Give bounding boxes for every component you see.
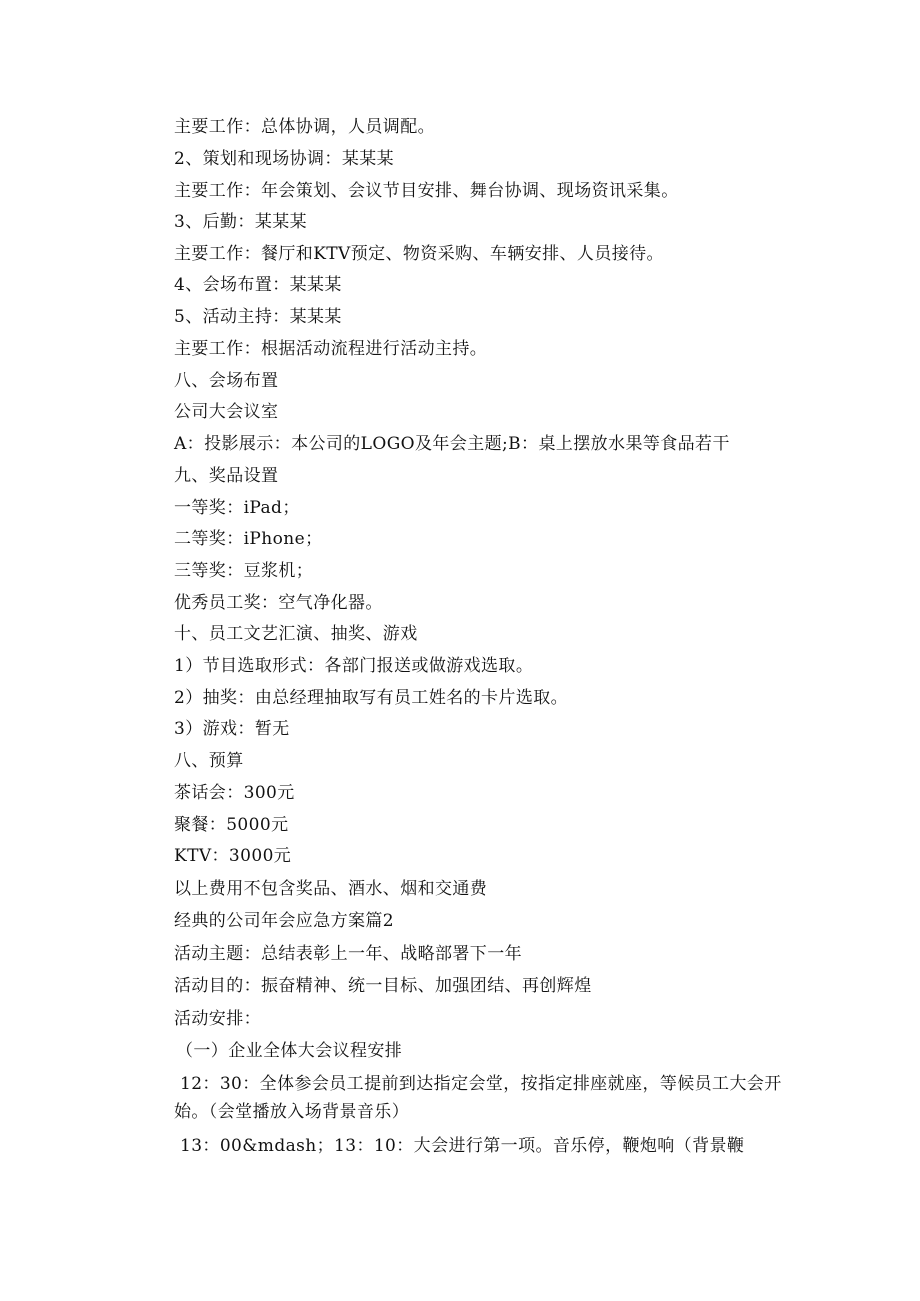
prize-item: 优秀员工奖：空气净化器。 — [174, 593, 383, 613]
text-line: 4、会场布置：某某某 — [174, 275, 342, 295]
text-line: 2、策划和现场协调：某某某 — [174, 149, 395, 169]
text-line: A：投影展示：本公司的LOGO及年会主题;B：桌上摆放水果等食品若干 — [174, 434, 730, 454]
text-line: 主要工作：年会策划、会议节目安排、舞台协调、现场资讯采集。 — [174, 181, 679, 201]
section-heading: 十、员工文艺汇演、抽奖、游戏 — [174, 624, 418, 644]
text-line: 公司大会议室 — [174, 402, 279, 422]
document-subtitle: 经典的公司年会应急方案篇2 — [174, 911, 395, 931]
text-line: 活动目的：振奋精神、统一目标、加强团结、再创辉煌 — [174, 976, 592, 996]
text-line: 2）抽奖：由总经理抽取写有员工姓名的卡片选取。 — [174, 688, 569, 708]
text-line: 5、活动主持：某某某 — [174, 307, 342, 327]
text-line: 活动安排： — [174, 1009, 261, 1029]
prize-item: 二等奖：iPhone； — [174, 529, 323, 549]
text-line: 1）节目选取形式：各部门报送或做游戏选取。 — [174, 656, 534, 676]
agenda-paragraph: 13：00&mdash；13：10：大会进行第一项。音乐停，鞭炮响（背景鞭 — [180, 1136, 745, 1156]
budget-item: 茶话会：300元 — [174, 783, 295, 803]
budget-item: 聚餐：5000元 — [174, 815, 289, 835]
text-line: 主要工作：餐厅和KTV预定、物资采购、车辆安排、人员接待。 — [174, 244, 664, 264]
section-heading: 九、奖品设置 — [174, 466, 279, 486]
text-line: 3、后勤：某某某 — [174, 212, 308, 232]
section-heading: 八、预算 — [174, 751, 244, 771]
budget-item: KTV：3000元 — [174, 846, 292, 866]
text-line: 以上费用不包含奖品、酒水、烟和交通费 — [174, 879, 488, 899]
section-heading: （一）企业全体大会议程安排 — [176, 1041, 403, 1061]
agenda-paragraph: 12：30：全体参会员工提前到达指定会堂，按指定排座就座，等候员工大会开始。（会堂播放入场背景音乐） — [174, 1074, 782, 1122]
text-line: 主要工作：总体协调，人员调配。 — [174, 117, 435, 137]
prize-item: 三等奖：豆浆机； — [174, 561, 314, 581]
text-line: 活动主题：总结表彰上一年、战略部署下一年 — [174, 944, 522, 964]
prize-item: 一等奖：iPad； — [174, 498, 300, 518]
text-line: 主要工作：根据活动流程进行活动主持。 — [174, 339, 488, 359]
section-heading: 八、会场布置 — [174, 371, 279, 391]
text-line: 3）游戏：暂无 — [174, 719, 290, 739]
